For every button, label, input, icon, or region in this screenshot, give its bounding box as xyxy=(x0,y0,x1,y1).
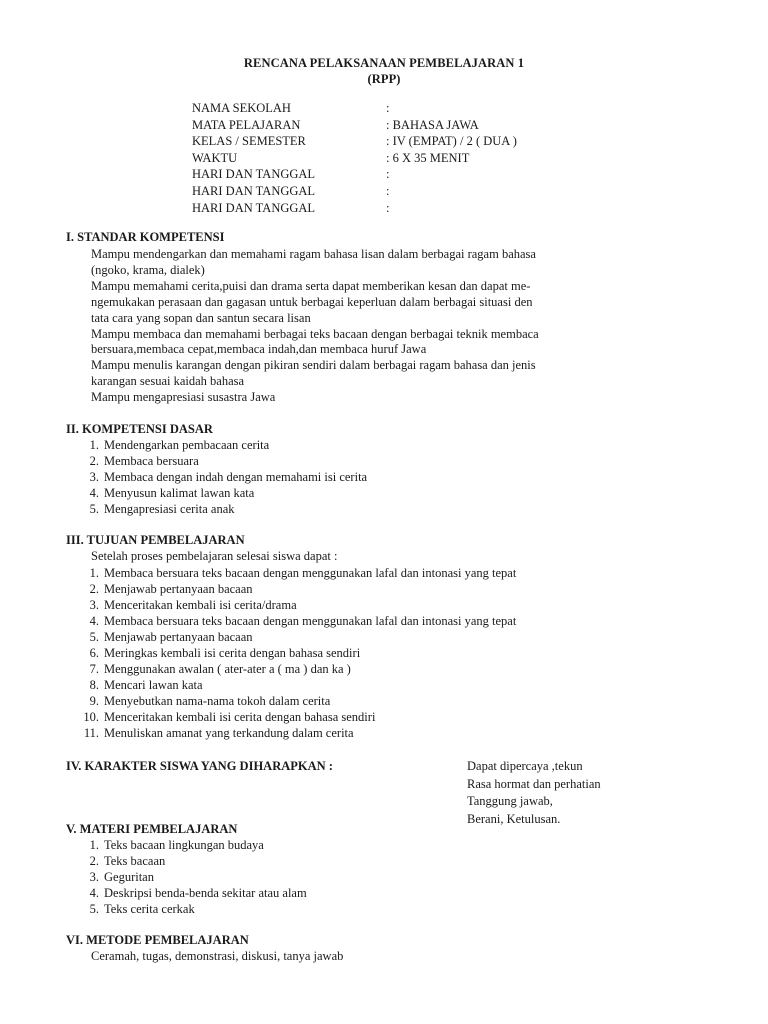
list-item-number: 2. xyxy=(89,454,99,468)
section-materi-heading: V. MATERI PEMBELAJARAN xyxy=(66,822,238,836)
list-item-number: 3. xyxy=(89,598,99,612)
list-item-text: Membaca bersuara xyxy=(104,454,199,468)
list-item-number: 8. xyxy=(89,678,99,692)
standar-kompetensi-line: bersuara,membaca cepat,membaca indah,dan membaca huruf Jawa xyxy=(91,342,427,357)
identity-label: MATA PELAJARAN xyxy=(192,117,301,132)
karakter-line: Berani, Ketulusan. xyxy=(467,811,561,826)
identity-label: KELAS / SEMESTER xyxy=(192,134,306,149)
list-item-number: 5. xyxy=(89,502,99,516)
list-item-text: Mendengarkan pembacaan cerita xyxy=(104,438,270,452)
list-item-text: Membaca dengan indah dengan memahami isi cerita xyxy=(104,470,368,484)
section-kompetensi-dasar-heading: II. KOMPETENSI DASAR xyxy=(66,422,213,436)
list-item-text: Menyusun kalimat lawan kata xyxy=(104,486,255,500)
materi-item xyxy=(0,885,620,901)
list-item-text: Menceritakan kembali isi cerita dengan bahasa sendiri xyxy=(104,710,376,724)
section-karakter-heading: IV. KARAKTER SISWA YANG DIHARAPKAN : xyxy=(66,759,333,773)
list-item-number: 1. xyxy=(89,838,99,852)
materi-item xyxy=(0,837,620,853)
list-item-text: Menjawab pertanyaan bacaan xyxy=(104,630,253,644)
tujuan-item xyxy=(0,677,620,693)
metode-text: Ceramah, tugas, demonstrasi, diskusi, tanya jawab xyxy=(91,949,344,963)
document-title: RENCANA PELAKSANAAN PEMBELAJARAN 1 xyxy=(243,56,525,70)
list-item-text: Teks bacaan xyxy=(104,854,166,868)
list-item-text: Menyebutkan nama-nama tokoh dalam cerita xyxy=(104,694,331,708)
list-item-text: Menuliskan amanat yang terkandung dalam cerita xyxy=(104,726,354,740)
tujuan-item xyxy=(0,629,620,645)
materi-item xyxy=(0,853,620,869)
list-item-number: 4. xyxy=(89,486,99,500)
identity-value: : xyxy=(386,101,390,115)
standar-kompetensi-line: Mampu mengapresiasi susastra Jawa xyxy=(91,390,276,405)
list-item-text: Mencari lawan kata xyxy=(104,678,203,692)
kompetensi-dasar-item xyxy=(0,485,620,501)
identity-label: WAKTU xyxy=(192,150,238,165)
tujuan-item xyxy=(0,709,620,725)
standar-kompetensi-line: Mampu memahami cerita,puisi dan drama serta dapat memberikan kesan dan dapat me- xyxy=(91,278,531,293)
standar-kompetensi-line: Mampu menulis karangan dengan pikiran sendiri dalam berbagai ragam bahasa dan jenis xyxy=(91,358,536,373)
list-item-text: Menjawab pertanyaan bacaan xyxy=(104,582,253,596)
standar-kompetensi-line: (ngoko, krama, dialek) xyxy=(91,262,205,277)
materi-item xyxy=(0,869,620,885)
list-item-number: 1. xyxy=(89,438,99,452)
section-standar-kompetensi-heading: I. STANDAR KOMPETENSI xyxy=(66,230,225,244)
standar-kompetensi-line: Mampu mendengarkan dan memahami ragam bahasa lisan dalam berbagai ragam bahasa xyxy=(91,247,536,261)
tujuan-item xyxy=(0,613,620,629)
list-item-text: Membaca bersuara teks bacaan dengan menggunakan lafal dan intonasi yang tepat xyxy=(104,614,517,628)
list-item-number: 4. xyxy=(89,886,99,900)
list-item-text: Menggunakan awalan ( ater-ater a ( ma ) dan ka ) xyxy=(104,662,351,676)
document-subtitle: (RPP) xyxy=(367,72,401,86)
kompetensi-dasar-item xyxy=(0,469,620,485)
list-item-number: 11. xyxy=(83,726,99,740)
list-item-number: 7. xyxy=(89,662,99,676)
identity-value: : xyxy=(386,167,390,182)
tujuan-item xyxy=(0,661,620,677)
list-item-number: 3. xyxy=(89,470,99,484)
list-item-number: 5. xyxy=(89,902,99,916)
tujuan-item xyxy=(0,565,620,581)
standar-kompetensi-line: karangan sesuai kaidah bahasa xyxy=(91,374,245,389)
list-item-text: Meringkas kembali isi cerita dengan bahasa sendiri xyxy=(104,646,361,660)
identity-value: : xyxy=(386,200,390,215)
list-item-number: 9. xyxy=(89,694,99,708)
list-item-number: 6. xyxy=(89,646,99,660)
identity-label: NAMA SEKOLAH xyxy=(192,101,291,115)
identity-label: HARI DAN TANGGAL xyxy=(192,183,316,198)
list-item-text: Teks cerita cerkak xyxy=(104,902,195,916)
section-metode-heading: VI. METODE PEMBELAJARAN xyxy=(66,933,249,947)
tujuan-intro: Setelah proses pembelajaran selesai siswa dapat : xyxy=(91,549,338,563)
identity-value: : 6 X 35 MENIT xyxy=(386,150,470,165)
list-item-text: Geguritan xyxy=(104,870,154,884)
tujuan-item xyxy=(0,693,620,709)
karakter-line: Rasa hormat dan perhatian xyxy=(467,776,601,791)
tujuan-item xyxy=(0,725,620,741)
tujuan-item xyxy=(0,645,620,661)
list-item-number: 3. xyxy=(89,870,99,884)
list-item-text: Menceritakan kembali isi cerita/drama xyxy=(104,598,297,612)
list-item-number: 1. xyxy=(89,566,99,580)
kompetensi-dasar-item xyxy=(0,453,620,469)
section-tujuan-heading: III. TUJUAN PEMBELAJARAN xyxy=(66,533,245,547)
standar-kompetensi-line: tata cara yang sopan dan santun secara lisan xyxy=(91,310,311,325)
karakter-line: Dapat dipercaya ,tekun xyxy=(467,759,583,773)
kompetensi-dasar-item xyxy=(0,501,620,517)
tujuan-item xyxy=(0,597,620,613)
materi-item xyxy=(0,901,620,917)
list-item-text: Deskripsi benda-benda sekitar atau alam xyxy=(104,886,307,900)
list-item-number: 2. xyxy=(89,582,99,596)
standar-kompetensi-line: Mampu membaca dan memahami berbagai teks bacaan dengan berbagai teknik membaca xyxy=(91,326,539,341)
list-item-text: Membaca bersuara teks bacaan dengan menggunakan lafal dan intonasi yang tepat xyxy=(104,566,517,580)
list-item-number: 10. xyxy=(83,710,99,724)
list-item-number: 4. xyxy=(89,614,99,628)
list-item-text: Mengapresiasi cerita anak xyxy=(104,502,235,516)
identity-label: HARI DAN TANGGAL xyxy=(192,167,316,182)
kompetensi-dasar-item xyxy=(0,437,620,453)
tujuan-item xyxy=(0,581,620,597)
list-item-number: 5. xyxy=(89,630,99,644)
identity-label: HARI DAN TANGGAL xyxy=(192,200,316,215)
identity-value: : BAHASA JAWA xyxy=(386,117,479,132)
identity-value: : xyxy=(386,183,390,198)
karakter-line: Tanggung jawab, xyxy=(467,794,553,808)
list-item-number: 2. xyxy=(89,854,99,868)
list-item-text: Teks bacaan lingkungan budaya xyxy=(104,838,264,852)
standar-kompetensi-line: ngemukakan perasaan dan gagasan untuk berbagai keperluan dalam berbagai situasi den xyxy=(91,294,533,309)
identity-value: : IV (EMPAT) / 2 ( DUA ) xyxy=(386,134,517,149)
